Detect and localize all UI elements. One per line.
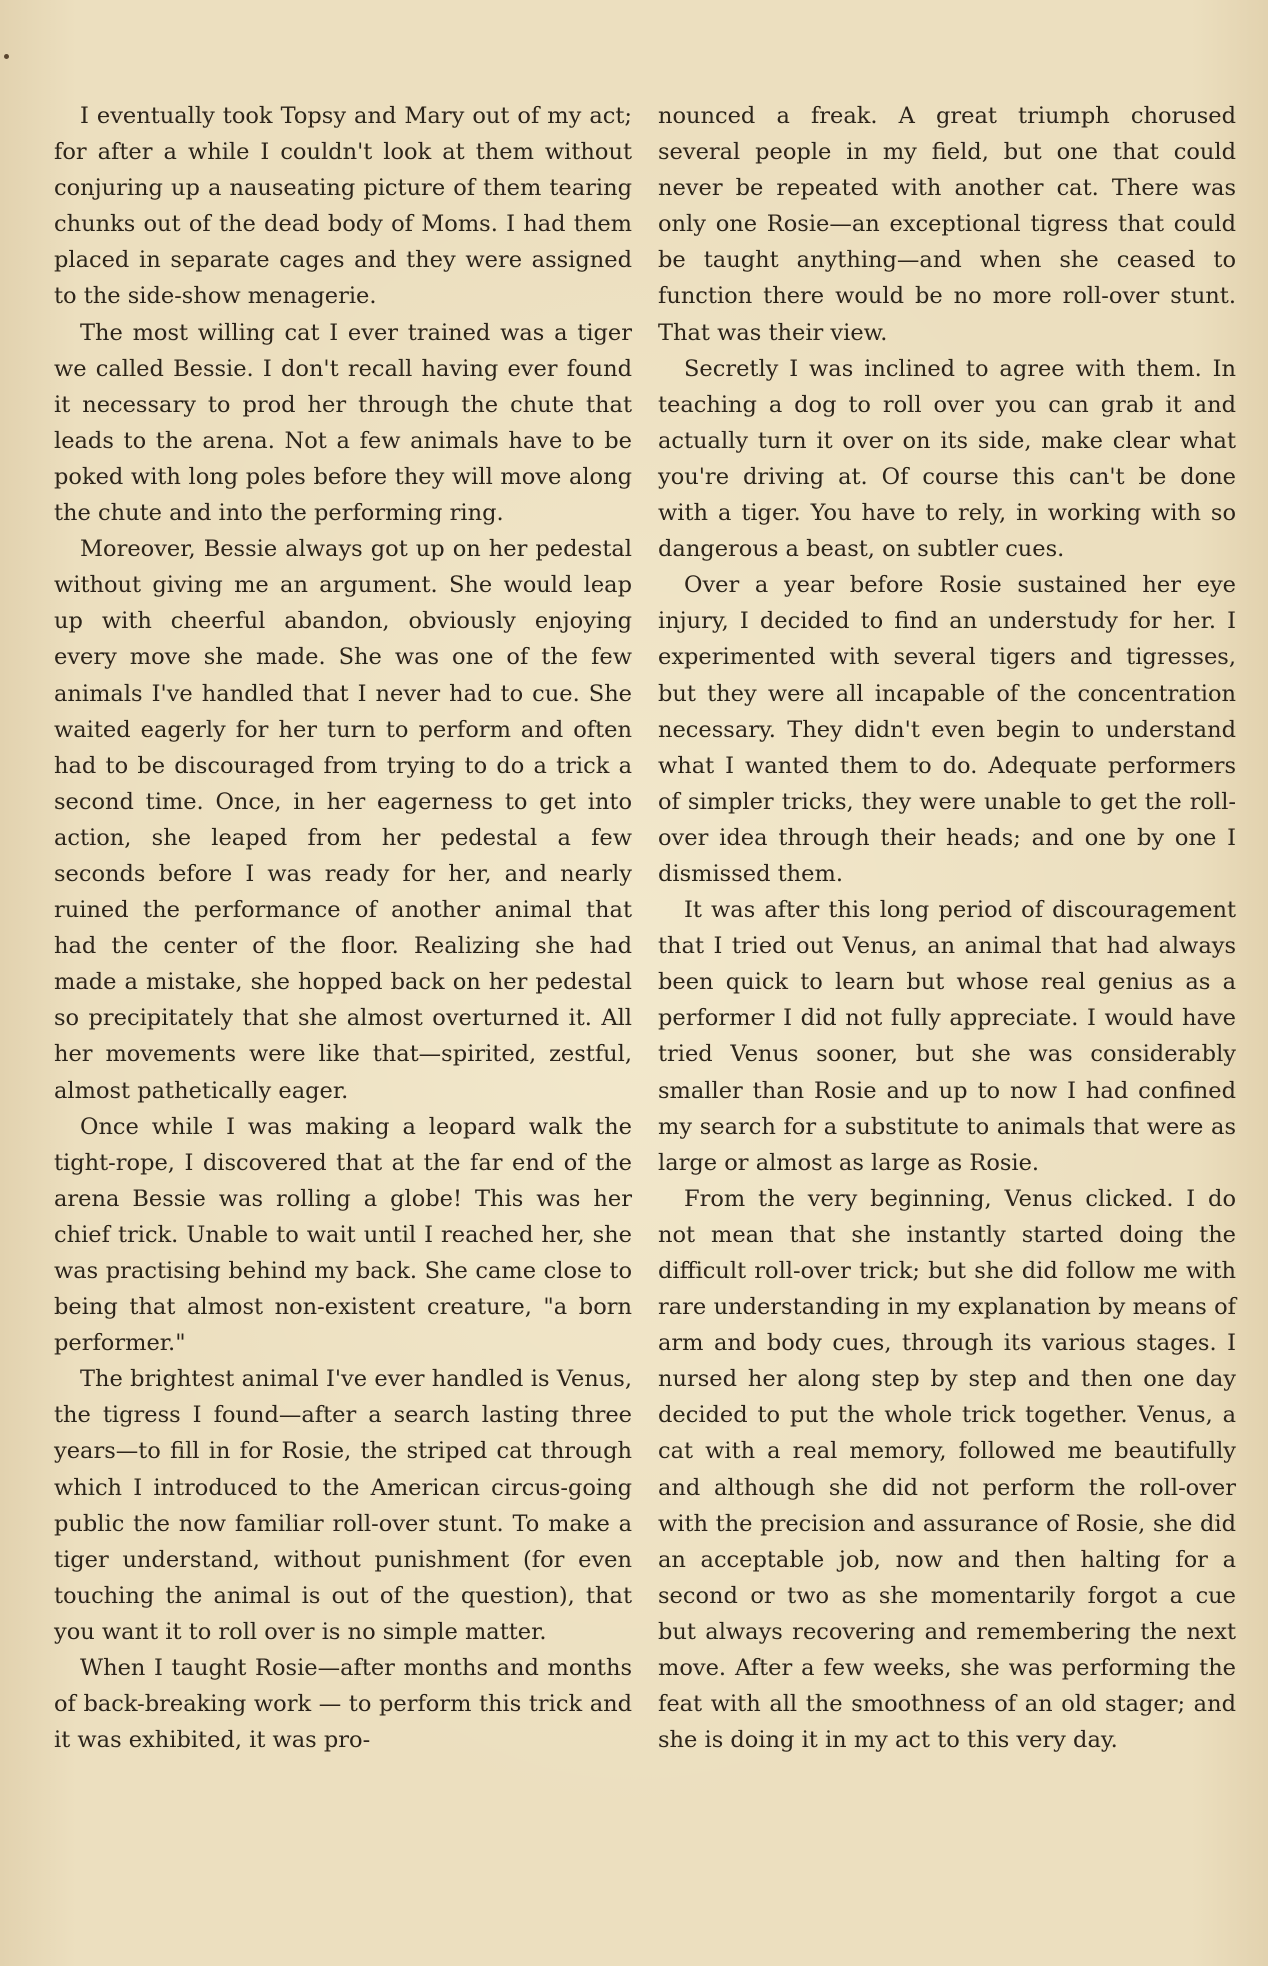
paragraph-understudy: Over a year before Rosie sustained her eye injury, I decided to find an understudy for her. I experimented with several tigers and tigresses, but they were all incapable of the concentration necessary. They didn't even begin to understand what I wanted them to do. Adequate performers of simpler tricks, they were unable to get the roll-over idea through their heads; and one by one I dismissed them. bbox=[658, 572, 1236, 887]
left-column bbox=[54, 98, 632, 1758]
paragraph-topsy-mary: I eventually took Topsy and Mary out of my act; for after a while I couldn't look at them without conjuring up a nauseating picture of them tearing chunks out of the dead body of Moms. I had them placed in separate cages and they were assigned to the side-show menagerie. bbox=[54, 103, 632, 310]
paragraph-leopard-tightrope: Once while I was making a leopard walk the tight-rope, I discovered that at the far end of the arena Bessie was rolling a globe! This was her chief trick. Unable to wait until I reached her, she was practising behind my back. She came close to being that almost non-existent creature, "a born performer." bbox=[54, 1113, 632, 1357]
paragraph-continuation: nounced a freak. A great triumph chorused several people in my field, but one that could never be repeated with another cat. There was only one Rosie—an exceptional tigress that could be taught anything—and when she ceased to function there would be no more roll-over stunt. That was their view. bbox=[658, 103, 1236, 346]
paragraph-secretly-agree: Secretly I was inclined to agree with them. In teaching a dog to roll over you can grab it and actually turn it over on its side, make clear what you're driving at. Of course this can't be done with a tiger. You have to rely, in working with so dangerous a beast, on subtler cues. bbox=[658, 355, 1236, 563]
paragraph-bessie-pedestal: Moreover, Bessie always got up on her pedestal without giving me an argument. She would leap up with cheerful abandon, obviously enjoying every move she made. She was one of the few animals I've handled that I never had to cue. She waited eagerly for her turn to perform and often had to be discouraged from trying to do a trick a second time. Once, in her eagerness to get into action, she leaped from her pedestal a few seconds before I was ready for her, and nearly ruined the performance of another animal that had the center of the floor. Realizing she had made a mistake, she hopped back on her pedestal so precipitately that she almost overturned it. All her movements were like that—spirited, zestful, almost pathetically eager. bbox=[54, 536, 632, 1104]
paragraph-venus-brightest: The brightest animal I've ever handled is Venus, the tigress I found—after a search lasting three years—to fill in for Rosie, the striped cat through which I introduced to the American circus-going public the now familiar roll-over stunt. To make a tiger understand, without punishment (for even touching the animal is out of the question), that you want it to roll over is no simple matter. bbox=[54, 1366, 632, 1645]
ink-speck bbox=[4, 54, 9, 59]
paragraph-tried-venus: It was after this long period of discouragement that I tried out Venus, an animal that had always been quick to learn but whose real genius as a performer I did not fully appreciate. I would have tried Venus sooner, but she was considerably smaller than Rosie and up to now I had confined my search for a substitute to animals that were as large or almost as large as Rosie. bbox=[658, 897, 1236, 1176]
paragraph-bessie-willing: The most willing cat I ever trained was a tiger we called Bessie. I don't recall having ever found it necessary to prod her through the chute that leads to the arena. Not a few animals have to be poked with long poles before they will move along the chute and into the performing ring. bbox=[54, 319, 632, 527]
paragraph-venus-clicked bbox=[658, 1181, 1236, 1759]
paragraph-taught-rosie: When I taught Rosie—after months and months of back-breaking work — to perform this trick and it was exhibited, it was pro- bbox=[54, 1655, 632, 1754]
paragraph-venus-clicked-text: From the very beginning, Venus clicked. I do not mean that she instantly started doing the difficult roll-over trick; but she did follow me with rare understanding in my explanation by means of arm and body cues, through its various stages. I nursed her along step by step and then one day decided to put the whole trick together. Venus, a cat with a real memory, followed me beautifully and although she did not perform the roll-over with the precision and assurance of Rosie, she did an acceptable job, now and then halting for a second or two as she momentarily forgot a cue but always recovering and remembering the next move. After a few weeks, she was performing the feat with all the smoothness of an old stager; and she is doing it in my act to this very day. bbox=[658, 1185, 1236, 1754]
right-column bbox=[658, 98, 1236, 1758]
